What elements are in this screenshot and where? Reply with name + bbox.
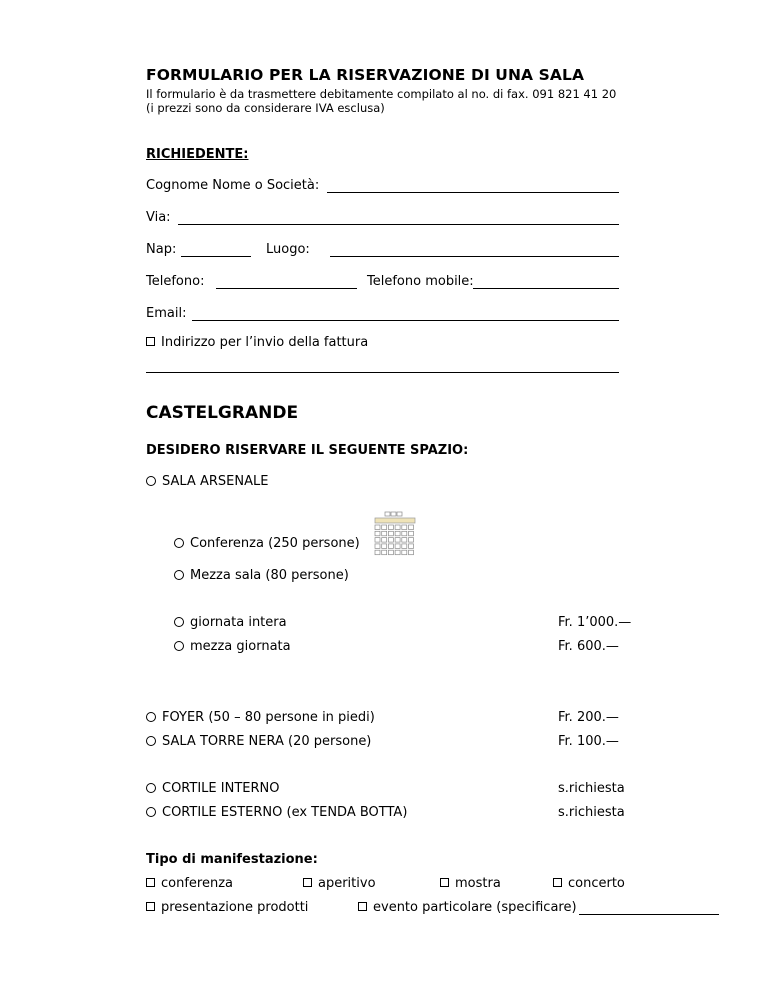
radio-icon[interactable]: [146, 476, 156, 486]
name-field[interactable]: [327, 192, 619, 193]
phone-field[interactable]: [216, 288, 357, 289]
giornata-intera-price: Fr. 1’000.—: [558, 615, 632, 630]
option-sala-arsenale[interactable]: [146, 474, 268, 489]
phone-label: Telefono:: [146, 274, 205, 289]
foyer-price: Fr. 200.—: [558, 710, 619, 725]
event-type-label: concerto: [568, 876, 625, 891]
event-type-mostra[interactable]: [440, 876, 501, 891]
option-foyer[interactable]: [146, 710, 375, 725]
city-label: Luogo:: [266, 242, 310, 257]
option-cortile-esterno[interactable]: [146, 805, 407, 820]
event-type-evento-particolare[interactable]: [358, 900, 577, 915]
invoice-address-field[interactable]: [146, 372, 619, 373]
applicant-heading: RICHIEDENTE:: [146, 147, 249, 162]
vat-note: (i prezzi sono da considerare IVA esclusa): [146, 101, 385, 115]
event-type-aperitivo[interactable]: [303, 876, 376, 891]
mobile-label: Telefono mobile:: [367, 274, 474, 289]
mezza-sala-label: Mezza sala (80 persone): [190, 568, 349, 583]
event-type-label: aperitivo: [318, 876, 376, 891]
sala-arsenale-label: SALA ARSENALE: [162, 474, 269, 489]
checkbox-icon[interactable]: [440, 878, 449, 887]
cortile-esterno-label: CORTILE ESTERNO (ex TENDA BOTTA): [162, 805, 408, 820]
foyer-label: FOYER (50 – 80 persone in piedi): [162, 710, 375, 725]
checkbox-icon[interactable]: [358, 902, 367, 911]
option-mezza-sala[interactable]: [174, 568, 349, 583]
giornata-intera-label: giornata intera: [190, 615, 287, 630]
radio-icon[interactable]: [146, 712, 156, 722]
option-cortile-interno[interactable]: [146, 781, 279, 796]
radio-icon[interactable]: [174, 538, 184, 548]
cortile-esterno-price: s.richiesta: [558, 805, 625, 820]
event-type-label: conferenza: [161, 876, 234, 891]
radio-icon[interactable]: [174, 641, 184, 651]
option-conferenza[interactable]: [174, 536, 360, 551]
event-type-presentazione[interactable]: [146, 900, 308, 915]
event-type-heading: Tipo di manifestazione:: [146, 852, 318, 867]
option-giornata-intera[interactable]: [174, 615, 287, 630]
reserve-heading: DESIDERO RISERVARE IL SEGUENTE SPAZIO:: [146, 443, 469, 458]
checkbox-icon[interactable]: [146, 902, 155, 911]
zip-label: Nap:: [146, 242, 177, 257]
event-type-concerto[interactable]: [553, 876, 625, 891]
street-label: Via:: [146, 210, 171, 225]
mezza-giornata-price: Fr. 600.—: [558, 639, 619, 654]
radio-icon[interactable]: [146, 807, 156, 817]
cortile-interno-price: s.richiesta: [558, 781, 625, 796]
option-mezza-giornata[interactable]: [174, 639, 291, 654]
fax-instructions: Il formulario è da trasmettere debitamente compilato al no. di fax. 091 821 41 20: [146, 87, 617, 101]
name-label: Cognome Nome o Società:: [146, 178, 320, 193]
radio-icon[interactable]: [174, 570, 184, 580]
zip-field[interactable]: [181, 256, 251, 257]
email-field[interactable]: [192, 320, 619, 321]
event-type-conferenza[interactable]: [146, 876, 233, 891]
checkbox-icon[interactable]: [146, 337, 155, 346]
venue-name: CASTELGRANDE: [146, 403, 299, 423]
street-field[interactable]: [178, 224, 619, 225]
checkbox-icon[interactable]: [553, 878, 562, 887]
checkbox-icon[interactable]: [146, 878, 155, 887]
option-torre-nera[interactable]: [146, 734, 371, 749]
city-field[interactable]: [330, 256, 619, 257]
event-type-label: mostra: [455, 876, 501, 891]
event-type-label: presentazione prodotti: [161, 900, 309, 915]
mobile-field[interactable]: [473, 288, 619, 289]
conferenza-label: Conferenza (250 persone): [190, 536, 360, 551]
seating-plan-icon: [373, 511, 417, 557]
torre-nera-price: Fr. 100.—: [558, 734, 619, 749]
radio-icon[interactable]: [174, 617, 184, 627]
email-label: Email:: [146, 306, 187, 321]
radio-icon[interactable]: [146, 736, 156, 746]
checkbox-icon[interactable]: [303, 878, 312, 887]
event-specify-field[interactable]: [579, 914, 719, 915]
mezza-giornata-label: mezza giornata: [190, 639, 291, 654]
torre-nera-label: SALA TORRE NERA (20 persone): [162, 734, 372, 749]
invoice-address-option[interactable]: [146, 335, 368, 350]
form-title: FORMULARIO PER LA RISERVAZIONE DI UNA SALA: [146, 66, 585, 84]
event-type-label: evento particolare (specificare): [373, 900, 577, 915]
invoice-address-label: Indirizzo per l’invio della fattura: [161, 335, 369, 350]
cortile-interno-label: CORTILE INTERNO: [162, 781, 280, 796]
radio-icon[interactable]: [146, 783, 156, 793]
